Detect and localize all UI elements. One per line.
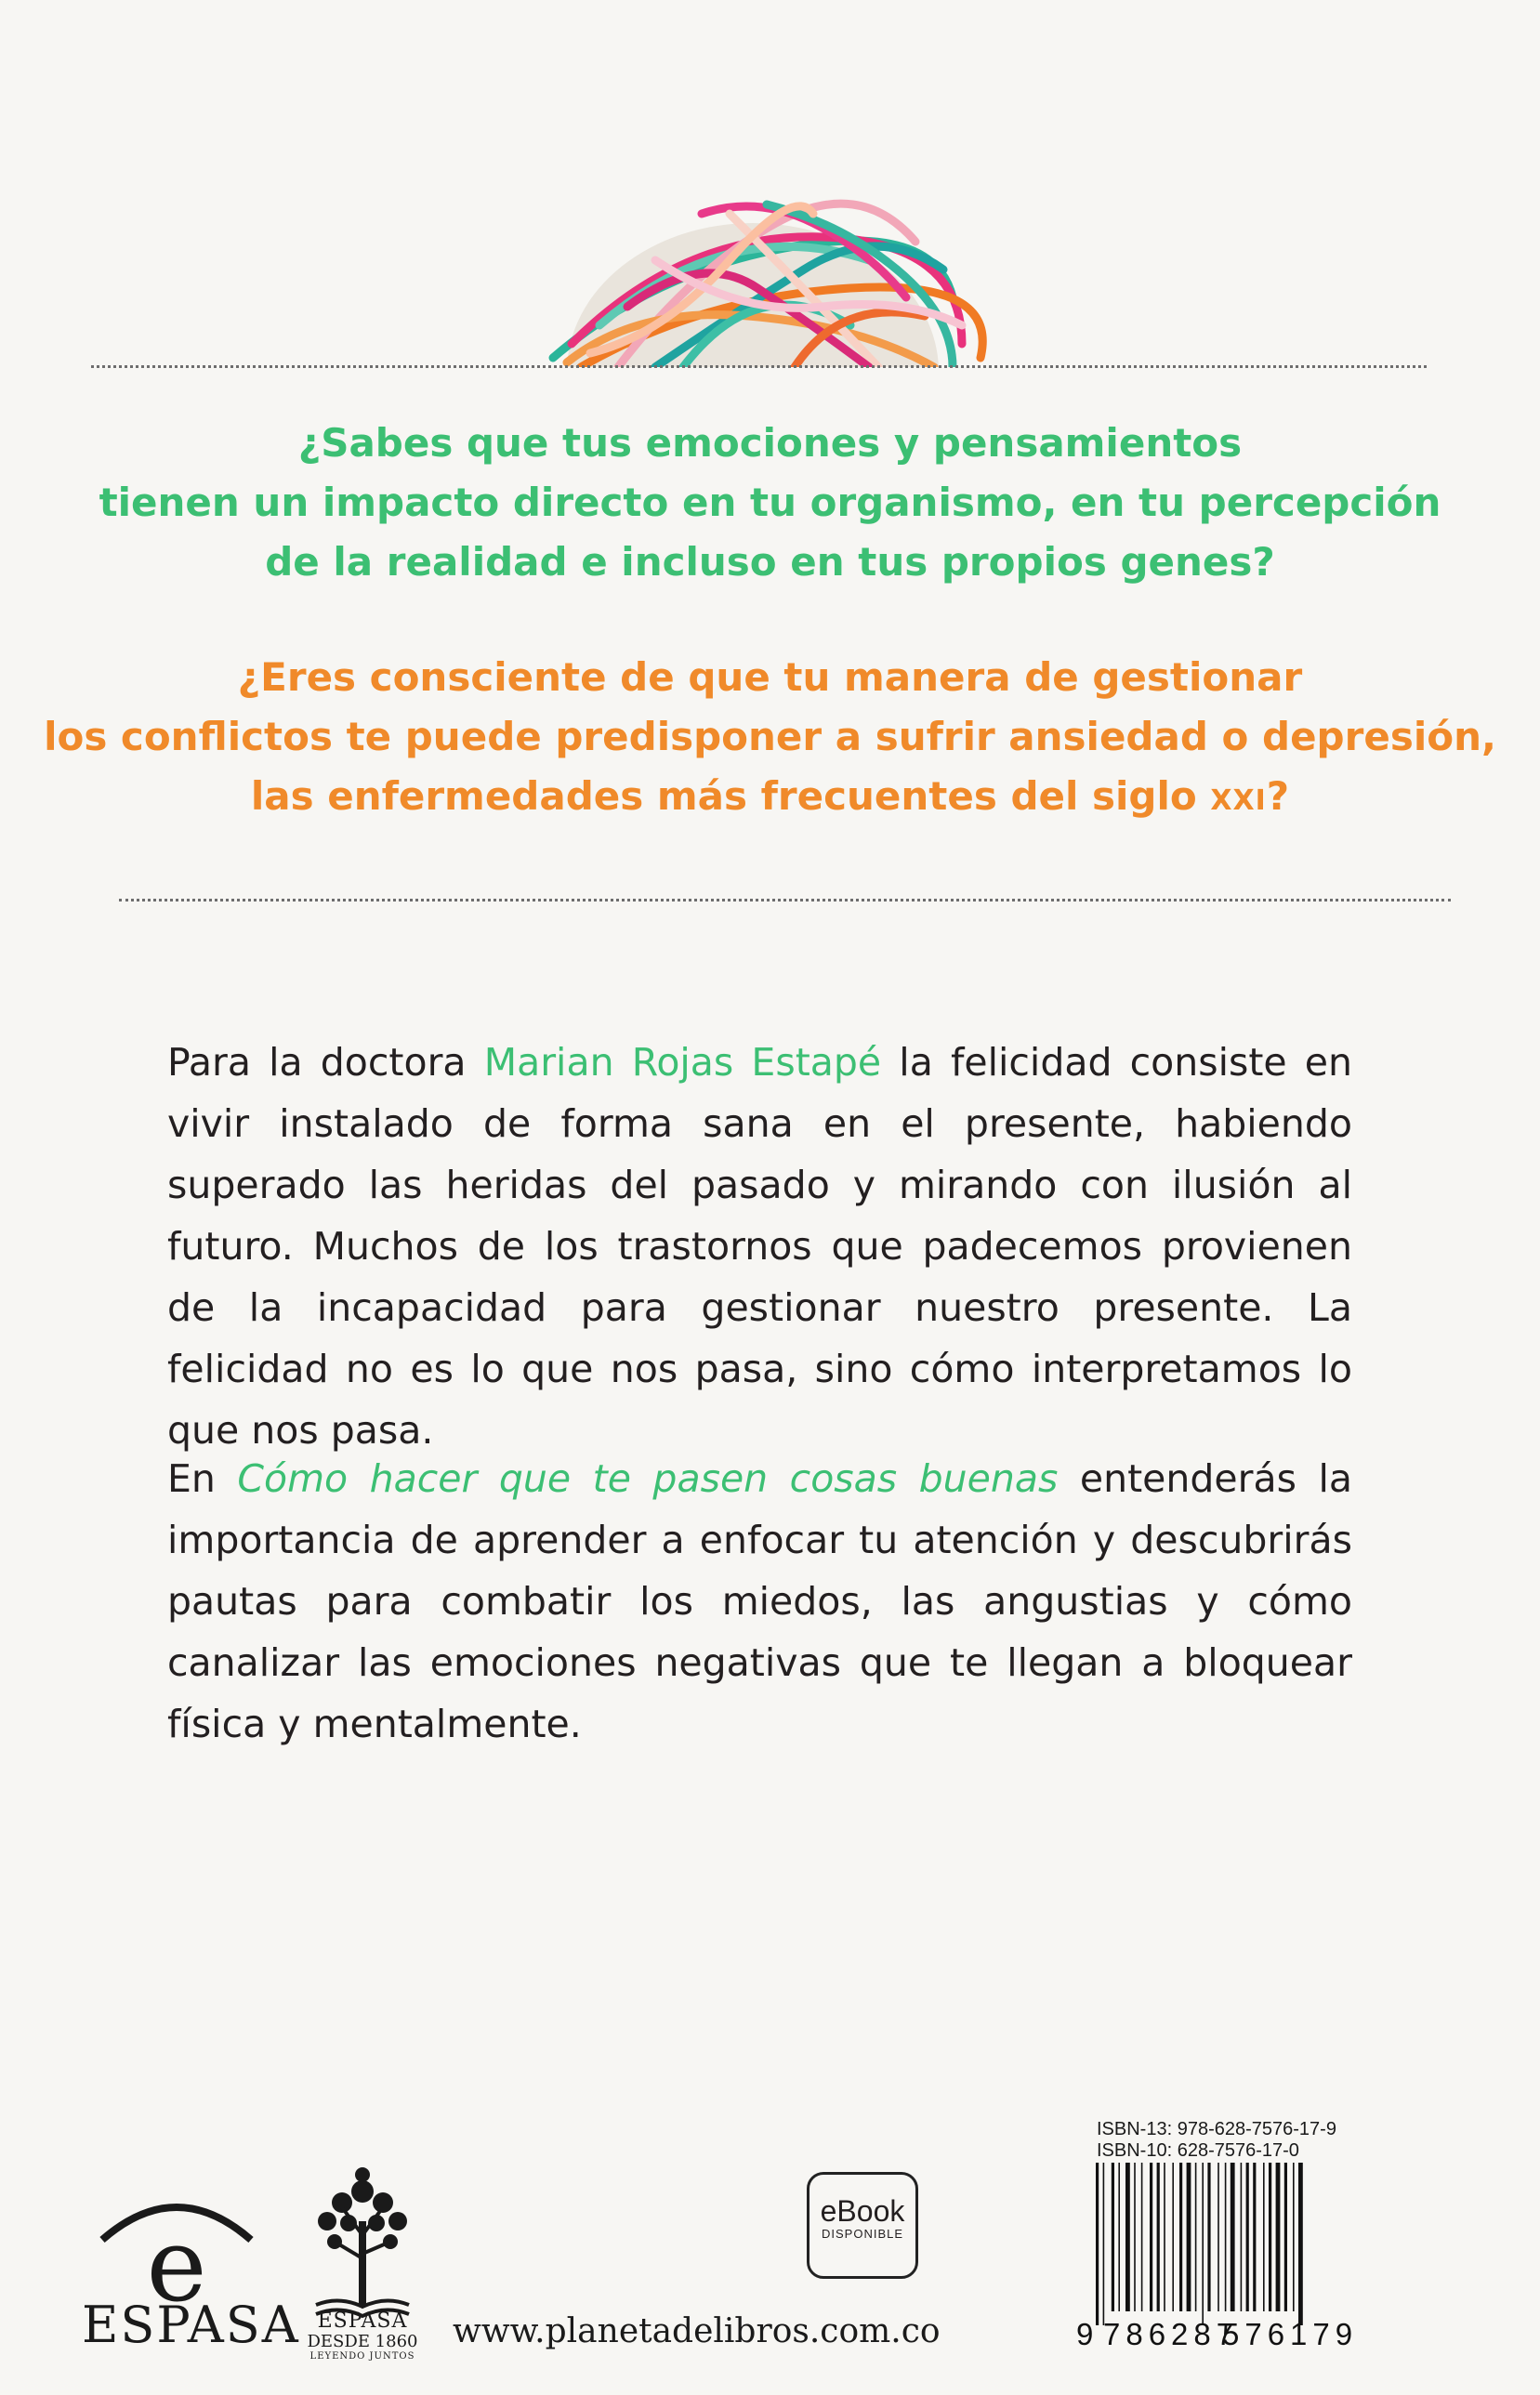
- ebook-title: eBook: [820, 2194, 905, 2228]
- p1-text: la felicidad consiste en vivir instalado de forma sana en el presente, habiendo superado las heridas del pasado y mirando con ilusión al futuro. Muchos de los trastornos que padecemos provienen de la incapacidad para gestionar nuestro presente. La felicidad no es lo que nos pasa, sino cómo interpretamos lo que nos pasa.: [167, 1040, 1352, 1453]
- century-numeral: XXI: [1210, 784, 1267, 817]
- barcode-bar: [1298, 2163, 1303, 2325]
- tree-logo-since: DESDE 1860: [307, 2332, 418, 2351]
- barcode-bar: [1276, 2163, 1281, 2311]
- tree-logo-tagline: LEYENDO JUNTOS: [309, 2351, 415, 2362]
- barcode-icon: [1092, 2163, 1338, 2330]
- middle-dotted-divider: [119, 899, 1451, 901]
- orange-question-line-1: ¿Eres consciente de que tu manera de gestionar: [237, 654, 1303, 700]
- barcode-bar: [1231, 2163, 1235, 2311]
- barcode-bar: [1293, 2163, 1295, 2311]
- isbn-10: ISBN-10: 628-7576-17-0: [1097, 2140, 1299, 2161]
- barcode-bar: [1187, 2163, 1191, 2311]
- p2-intro: En: [167, 1456, 216, 1501]
- barcode-bar: [1141, 2163, 1143, 2311]
- ebook-available: DISPONIBLE: [821, 2227, 904, 2241]
- barcode-bar: [1284, 2163, 1287, 2311]
- barcode-bar: [1179, 2163, 1182, 2311]
- p2-text: entenderás la importancia de aprender a enfocar tu atención y descubrirás pautas para combatir los miedos, las angustias y cómo canalizar las emociones negativas que te llegan a bloquear física y mentalmente.: [167, 1456, 1352, 1746]
- orange-question-line-2: los conflictos te puede predisponer a sufrir ansiedad o depresión,: [44, 714, 1496, 759]
- green-question-block: [0, 414, 1540, 592]
- tree-book-logo-icon: [307, 2165, 418, 2328]
- barcode-bar: [1246, 2163, 1249, 2311]
- barcode-bar: [1218, 2163, 1219, 2311]
- barcode-bar: [1118, 2163, 1120, 2311]
- barcode-digits-left: 786287: [1103, 2317, 1240, 2351]
- question-mark: ?: [1266, 773, 1290, 819]
- rubber-band-ball-illustration: [516, 158, 999, 367]
- p1-intro: Para la doctora: [167, 1040, 467, 1085]
- barcode-bar: [1241, 2163, 1243, 2311]
- green-question-line-1: ¿Sabes que tus emociones y pensamientos: [297, 420, 1243, 466]
- synopsis-paragraph-2: [167, 1448, 1352, 1755]
- book-title: Cómo hacer que te pasen cosas buenas: [237, 1456, 1059, 1501]
- svg-text:e: e: [146, 2205, 207, 2324]
- barcode-bar: [1269, 2163, 1271, 2311]
- top-dotted-divider: [91, 365, 1427, 368]
- espasa-logo-text: ESPASA: [82, 2296, 300, 2354]
- barcode-bar: [1253, 2163, 1256, 2311]
- green-question-line-2: tienen un impacto directo en tu organismo, en tu percepción: [99, 480, 1441, 525]
- barcode-digit-first: 9: [1076, 2317, 1094, 2351]
- orange-question-block: [0, 648, 1540, 831]
- tree-logo-caption: [302, 2310, 423, 2362]
- publisher-url: www.planetadelibros.com.co: [453, 2312, 941, 2350]
- barcode-digits-right: 576179: [1222, 2317, 1359, 2351]
- barcode-bar: [1172, 2163, 1174, 2311]
- barcode-bar: [1125, 2163, 1130, 2311]
- barcode-bar: [1157, 2163, 1160, 2311]
- barcode-bar: [1207, 2163, 1210, 2311]
- barcode-bar: [1263, 2163, 1265, 2311]
- barcode-bar: [1150, 2163, 1152, 2311]
- orange-question-line-3: las enfermedades más frecuentes del siglo: [250, 773, 1197, 819]
- synopsis-paragraph-1: [167, 1032, 1352, 1461]
- barcode-bar: [1103, 2163, 1105, 2325]
- author-name: Marian Rojas Estapé: [483, 1040, 882, 1085]
- barcode-bar: [1195, 2163, 1197, 2311]
- barcode-bar: [1096, 2163, 1099, 2325]
- green-question-line-3: de la realidad e incluso en tus propios genes?: [265, 539, 1275, 585]
- barcode-bar: [1225, 2163, 1227, 2311]
- barcode-bar: [1202, 2163, 1204, 2325]
- barcode-bar: [1134, 2163, 1136, 2311]
- isbn-13: ISBN-13: 978-628-7576-17-9: [1097, 2119, 1336, 2139]
- ebook-badge: [807, 2172, 918, 2279]
- tree-logo-name: ESPASA: [317, 2309, 408, 2333]
- barcode-bar: [1164, 2163, 1165, 2311]
- barcode-bar: [1112, 2163, 1114, 2311]
